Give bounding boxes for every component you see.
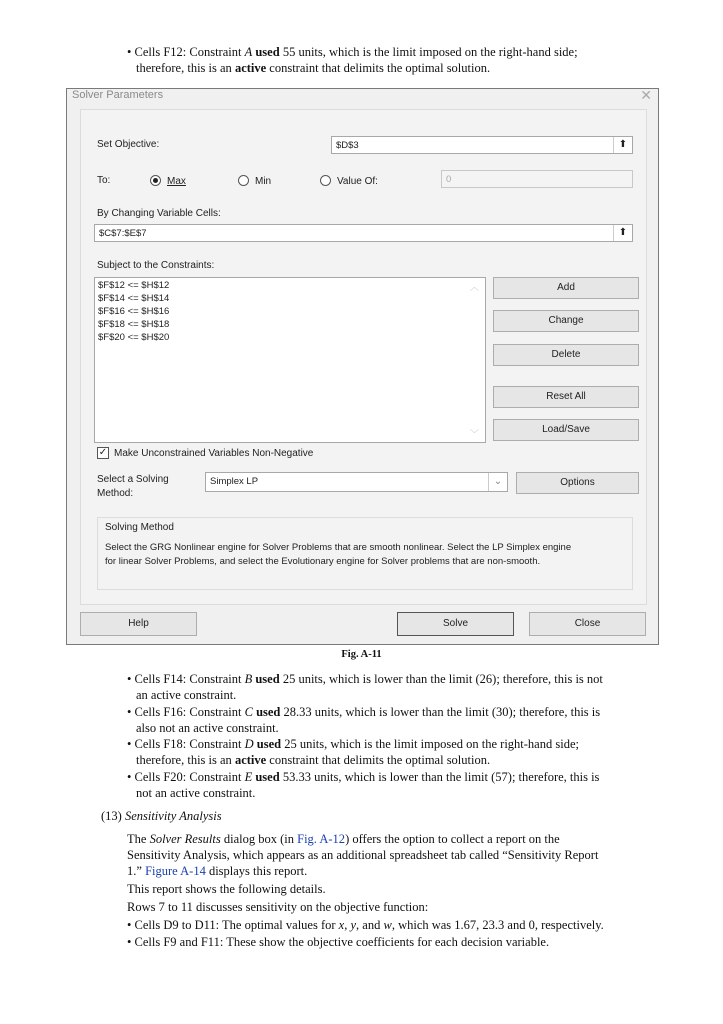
help-button[interactable]: Help (80, 612, 197, 636)
section-heading: (13) Sensitivity Analysis (101, 809, 222, 823)
constraint-item[interactable]: $F$14 <= $H$14 (98, 293, 170, 304)
constraint-item[interactable]: $F$16 <= $H$16 (98, 306, 170, 317)
changing-cells-label: By Changing Variable Cells: (97, 208, 221, 219)
chevron-down-icon[interactable]: ⌄ (488, 473, 507, 491)
delete-button[interactable]: Delete (493, 344, 639, 366)
close-button[interactable]: Close (529, 612, 646, 636)
bullet-f12: • Cells F12: Constraint A used 55 units, which is the limit imposed on the right-hand side; therefore, this is an active constraint that delimits the optimal solution. (127, 45, 578, 75)
solve-button[interactable]: Solve (397, 612, 514, 636)
objective-input[interactable]: $D$3 ⬆ (331, 136, 633, 154)
constraints-label: Subject to the Constraints: (97, 260, 215, 271)
bullet-f14: • Cells F14: Constraint B used 25 units, which is lower than the limit (26); therefore, this is not an active constraint. (127, 672, 603, 702)
radio-min[interactable] (238, 175, 249, 186)
solving-method-group (97, 517, 633, 590)
radio-min-label: Min (255, 176, 272, 187)
collapse-ref-icon[interactable]: ⬆ (613, 137, 632, 153)
non-negative-checkbox[interactable]: ✓ (98, 447, 108, 458)
group-text-2: for linear Solver Problems, and select the Evolutionary engine for Solver problems that are non-smooth. (105, 556, 541, 567)
method-label-1: Select a Solving (97, 474, 169, 485)
solving-method-select[interactable]: Simplex LP ⌄ (205, 472, 508, 492)
bullet-d9: • Cells D9 to D11: The optimal values for x, y, and w, which was 1.67, 23.3 and 0, respectively. (127, 918, 604, 932)
to-label: To: (97, 175, 111, 186)
constraint-item[interactable]: $F$12 <= $H$12 (98, 280, 170, 291)
constraint-item[interactable]: $F$20 <= $H$20 (98, 332, 170, 343)
radio-max[interactable] (150, 175, 161, 186)
non-negative-label: Make Unconstrained Variables Non-Negative (114, 448, 314, 459)
close-icon[interactable]: ✕ (640, 87, 652, 103)
add-button[interactable]: Add (493, 277, 639, 299)
radio-max-label: Max (167, 176, 186, 187)
paragraph-solver-results: The Solver Results dialog box (in Fig. A-12) offers the option to collect a report on the Sensitivity Analysis, which appears as an additional spreadsheet tab called “Sensitivity Report 1.” Figure A-14 displays this report. (127, 832, 599, 878)
link-figure-a14[interactable]: Figure A-14 (145, 864, 206, 878)
objective-label: Set Objective: (97, 139, 160, 150)
radio-value-of[interactable] (320, 175, 331, 186)
load-save-button[interactable]: Load/Save (493, 419, 639, 441)
value-of-input[interactable]: 0 (441, 170, 633, 188)
bullet-f18: • Cells F18: Constraint D used 25 units, which is the limit imposed on the right-hand side; therefore, this is an active constraint that delimits the optimal solution. (127, 737, 579, 767)
group-text-1: Select the GRG Nonlinear engine for Solver Problems that are smooth nonlinear. Select the LP Simplex engine (105, 542, 572, 553)
method-label-2: Method: (97, 488, 134, 499)
reset-all-button[interactable]: Reset All (493, 386, 639, 408)
bullet-f20: • Cells F20: Constraint E used 53.33 units, which is lower than the limit (57); therefore, this is not an active constraint. (127, 770, 600, 800)
radio-value-of-label: Value Of: (337, 176, 378, 187)
bullet-f16: • Cells F16: Constraint C used 28.33 units, which is lower than the limit (30); therefore, this is also not an active constraint. (127, 705, 601, 735)
scroll-down-icon[interactable]: ﹀ (469, 429, 479, 439)
group-title: Solving Method (105, 522, 174, 533)
solver-parameters-dialog (66, 88, 659, 645)
dialog-panel (80, 109, 647, 605)
paragraph-report-details: This report shows the following details. (127, 882, 326, 896)
changing-cells-input[interactable]: $C$7:$E$7 ⬆ (94, 224, 633, 242)
scroll-up-icon[interactable]: ︿ (469, 282, 479, 292)
collapse-ref-icon[interactable]: ⬆ (613, 225, 632, 241)
paragraph-rows: Rows 7 to 11 discusses sensitivity on the objective function: (127, 900, 429, 914)
constraint-item[interactable]: $F$18 <= $H$18 (98, 319, 170, 330)
dialog-title: Solver Parameters (72, 89, 164, 101)
change-button[interactable]: Change (493, 310, 639, 332)
bullet-f9: • Cells F9 and F11: These show the objective coefficients for each decision variable. (127, 935, 550, 949)
options-button[interactable]: Options (516, 472, 639, 494)
figure-caption: Fig. A-11 (341, 649, 382, 660)
link-fig-a12[interactable]: Fig. A-12 (297, 832, 346, 846)
constraints-list[interactable] (94, 277, 486, 443)
